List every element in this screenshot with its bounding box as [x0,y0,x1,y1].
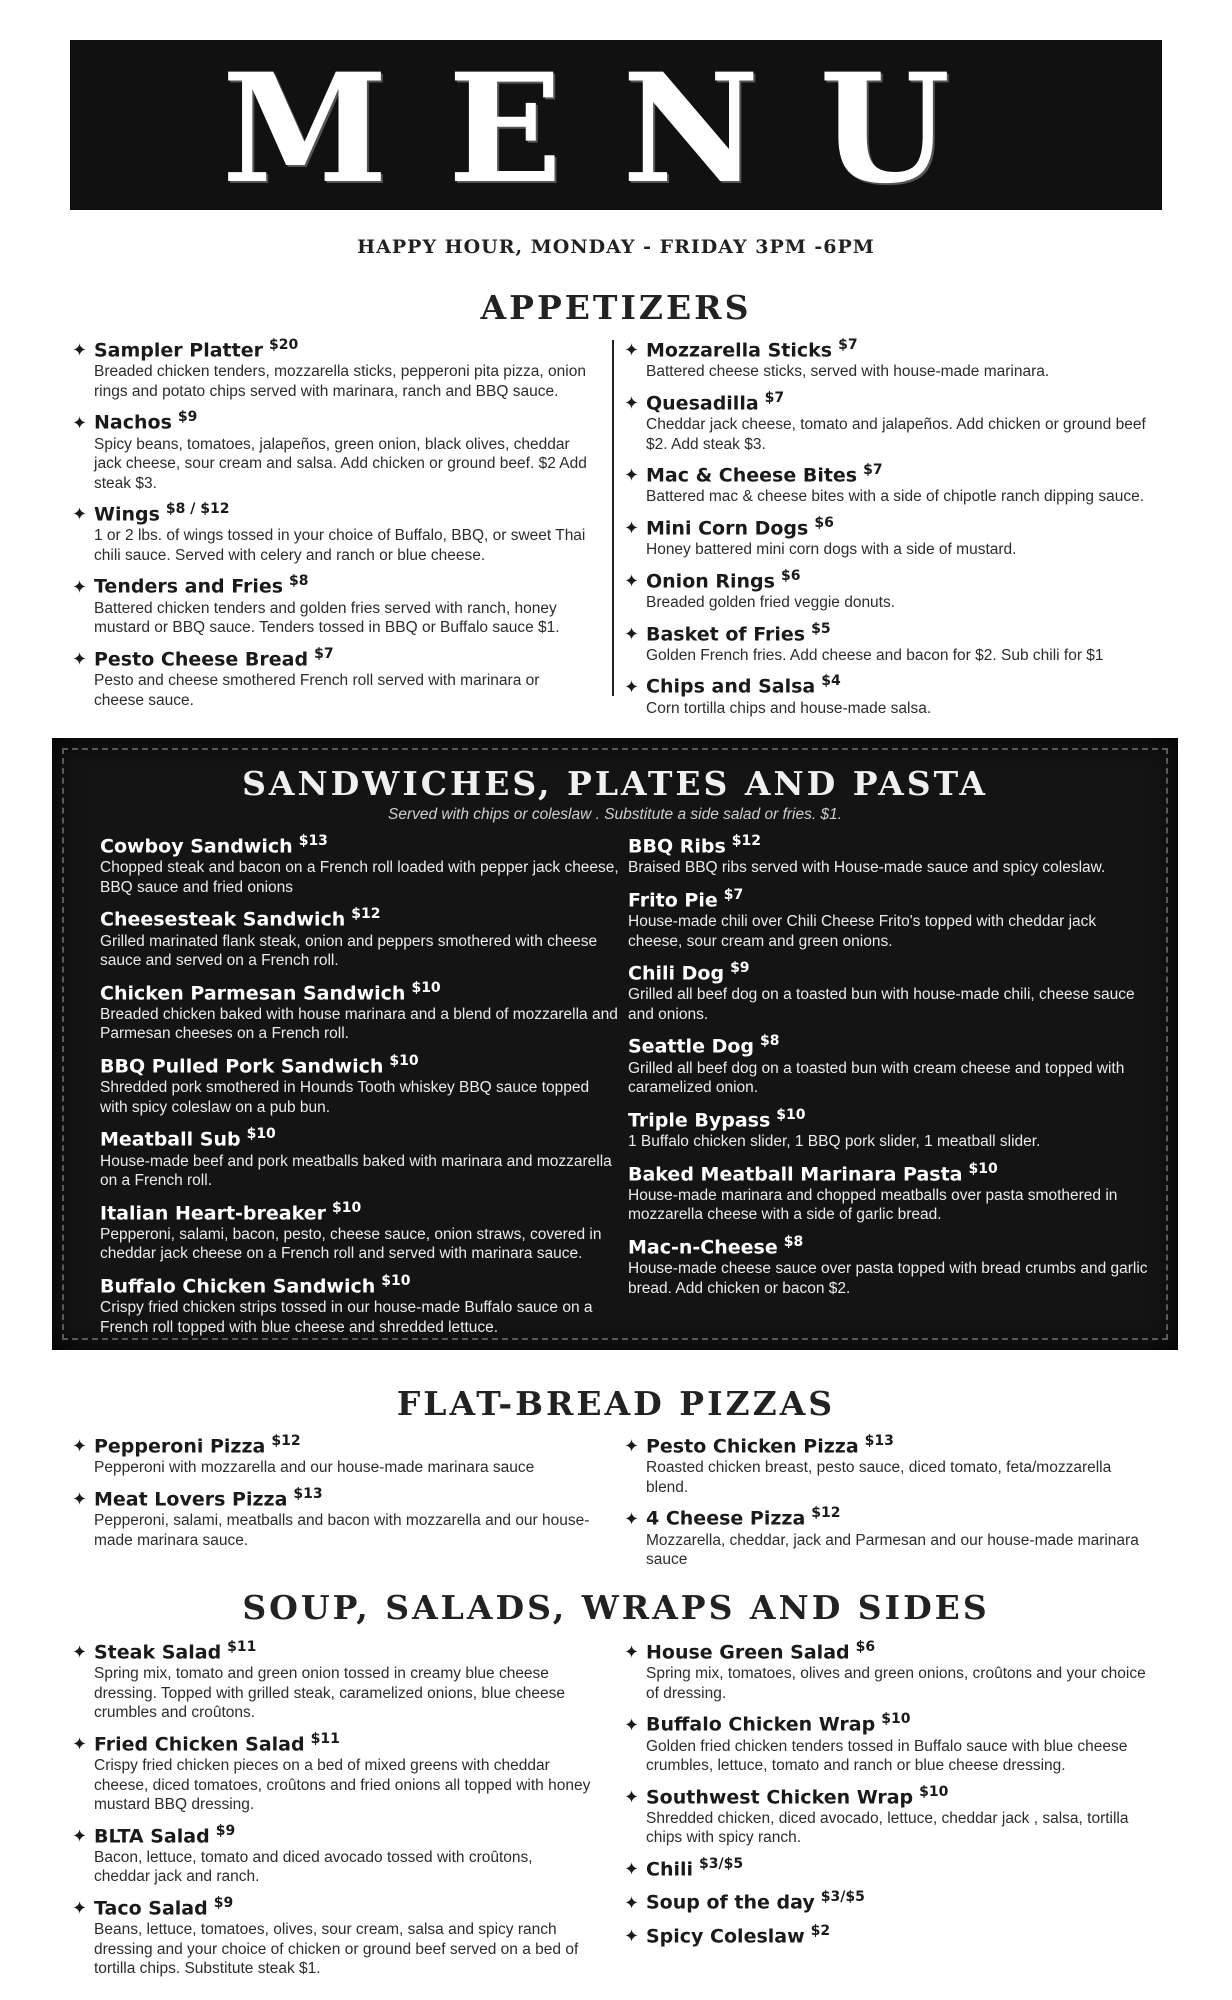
menu-item-header [72,406,592,434]
menu-item-name: Mini Corn Dogs [646,517,809,540]
menu-item-name: Basket of Fries [646,622,806,645]
menu-item-price: $10 [331,1199,362,1216]
menu-item [624,459,1154,507]
menu-item-header [624,1502,1154,1530]
menu-item-name: Triple Bypass [628,1109,771,1132]
menu-item-name: BBQ Ribs [628,835,726,858]
menu-item [624,1636,1154,1703]
menu-item [100,1270,620,1337]
menu-item [72,643,592,710]
menu-item [100,1197,620,1264]
menu-item-header [624,1920,1154,1948]
menu-item [628,830,1148,878]
star-bullet-icon: ✦ [72,1642,88,1664]
menu-item-price: $10 [968,1160,998,1177]
menu-item [624,1853,1154,1881]
menu-item [628,957,1148,1024]
menu-item-header [72,1430,592,1458]
menu-item-name: Buffalo Chicken Sandwich [100,1275,376,1298]
menu-item-name: Onion Rings [646,570,775,593]
menu-item-name: Nachos [94,411,172,434]
sandwiches-title: SANDWICHES, PLATES AND PASTA [242,764,988,803]
menu-item-header [624,1708,1154,1736]
menu-item-price: $8 [289,573,309,590]
menu-item-name: Quesadilla [646,392,759,415]
menu-item-header [628,1030,1148,1058]
appetizers-title: APPETIZERS [480,288,752,327]
menu-item-description: Mozzarella, cheddar, jack and Parmesan and our house-made marinara sauce [646,1531,1139,1569]
menu-item-name: Chili Dog [628,962,725,985]
menu-item-header [100,830,620,858]
menu-item-description: Battered mac & cheese bites with a side of chipotle ranch dipping sauce. [646,488,1145,506]
menu-item-price: $12 [811,1505,841,1522]
menu-item-price: $11 [310,1730,340,1747]
menu-item-name: Southwest Chicken Wrap [646,1785,914,1808]
menu-item-header [628,830,1148,858]
menu-item-price: $10 [411,979,441,996]
menu-title: MENU [221,41,1011,210]
menu-item [100,1123,620,1190]
star-bullet-icon: ✦ [624,1714,640,1736]
menu-item [72,1636,592,1723]
menu-item [624,1781,1154,1848]
menu-item-description: Shredded pork smothered in Hounds Tooth whiskey BBQ sauce topped with spicy coleslaw on a pub bun. [100,1079,590,1116]
appetizers-left-column [72,334,592,715]
menu-item [624,1920,1154,1948]
menu-item-description: Pepperoni, salami, bacon, pesto, cheese sauce, onion straws, covered in cheddar jack cheese on a French roll and served with marinara sauce. [100,1225,602,1263]
menu-item-header [628,957,1148,985]
menu-item-name: Chili [646,1858,694,1881]
menu-item-description: Breaded chicken baked with house marinara and a blend of mozzarella and Parmesan cheeses on a French roll. [100,1005,618,1043]
menu-item-description: Golden French fries. Add cheese and bacon for $2. Sub chili for $1 [646,646,1104,664]
menu-item-header [72,334,592,362]
star-bullet-icon: ✦ [624,340,640,362]
soups-left-column [72,1636,592,1984]
star-bullet-icon: ✦ [72,649,88,671]
menu-item-header [624,1781,1154,1809]
appetizers-divider [612,340,614,696]
menu-item-price: $3/$5 [820,1889,865,1906]
menu-item-name: Buffalo Chicken Wrap [646,1713,876,1736]
menu-item-price: $2 [810,1922,831,1939]
menu-item-price: $5 [811,620,831,637]
menu-item-header [100,1270,620,1298]
menu-item-description: Crispy fried chicken pieces on a bed of mixed greens with cheddar cheese, diced tomatoes, croûtons and fried onions all topped with honey mustard BBQ dressing. [94,1757,591,1814]
menu-item-description: Grilled all beef dog on a toasted bun with cream cheese and topped with caramelized onion. [628,1059,1125,1097]
menu-item-name: Seattle Dog [628,1035,754,1058]
menu-item-price: $12 [271,1433,301,1449]
menu-item-description: Pepperoni with mozzarella and our house-made marinara sauce [94,1459,535,1477]
menu-item-description: Corn tortilla chips and house-made salsa. [646,699,932,717]
menu-item-name: Pesto Cheese Bread [94,648,309,671]
star-bullet-icon: ✦ [72,1825,88,1847]
menu-item-name: Cowboy Sandwich [100,835,293,858]
star-bullet-icon: ✦ [624,465,640,487]
star-bullet-icon: ✦ [624,1892,640,1914]
pizzas-left-column [72,1430,592,1555]
menu-item-header [628,1104,1148,1132]
star-bullet-icon: ✦ [624,1508,640,1530]
menu-item-description: House-made beef and pork meatballs baked with marinara and mozzarella on a French roll. [100,1152,612,1190]
menu-item-header [624,618,1154,646]
menu-item-name: Steak Salad [94,1641,222,1664]
menu-item-header [72,1892,592,1920]
menu-item-price: $4 [821,673,841,690]
menu-item [100,903,620,970]
menu-item-description: Roasted chicken breast, pesto sauce, diced tomato, feta/mozzarella blend. [646,1459,1112,1496]
menu-item-price: $7 [863,462,883,479]
menu-item [100,977,620,1044]
star-bullet-icon: ✦ [624,1436,640,1458]
menu-item-price: $7 [838,337,858,353]
menu-item-description: Breaded golden fried veggie donuts. [646,594,896,612]
menu-item-name: Tenders and Fries [94,575,284,598]
menu-item-price: $10 [246,1126,276,1143]
menu-item-name: Frito Pie [628,889,718,912]
menu-item-description: Pesto and cheese smothered French roll served with marinara or cheese sauce. [94,672,540,709]
menu-item-description: Spicy beans, tomatoes, jalapeños, green onion, black olives, cheddar jack cheese, sour cream and salsa. Add chicken or ground beef. $2 Add steak $3. [94,435,587,492]
menu-item-header [624,565,1154,593]
star-bullet-icon: ✦ [72,412,88,434]
menu-item [624,334,1154,382]
menu-item-header [628,1158,1148,1186]
star-bullet-icon: ✦ [624,1859,640,1881]
menu-item [72,498,592,565]
menu-item-description: Grilled all beef dog on a toasted bun with house-made chili, cheese sauce and onions. [628,986,1135,1023]
menu-item-name: Meat Lovers Pizza [94,1488,288,1511]
star-bullet-icon: ✦ [72,1898,88,1920]
menu-item-description: Spring mix, tomatoes, olives and green onions, croûtons and your choice of dressing. [646,1665,1146,1702]
menu-item [72,1820,592,1887]
star-bullet-icon: ✦ [624,1642,640,1664]
menu-item [72,570,592,637]
menu-item [100,1050,620,1117]
menu-item [624,1502,1154,1569]
menu-item-header [100,1123,620,1151]
menu-item-header [624,1853,1154,1881]
star-bullet-icon: ✦ [624,571,640,593]
menu-item-name: Spicy Coleslaw [646,1924,805,1947]
menu-item-name: Chips and Salsa [646,675,816,698]
menu-item-name: Chicken Parmesan Sandwich [100,981,406,1004]
menu-item-header [72,498,592,526]
menu-item [72,334,592,401]
menu-item-description: Battered chicken tenders and golden fries served with ranch, honey mustard or BBQ sauce. Tenders tossed in BBQ or Buffalo sauce $1. [94,599,560,637]
menu-item-price: $9 [213,1894,234,1911]
menu-item [72,1483,592,1550]
menu-item [624,1886,1154,1914]
menu-item [624,618,1154,666]
menu-item-description: House-made chili over Chili Cheese Frito's topped with cheddar jack cheese, sour cream and green onions. [628,913,1097,950]
soups-right-column [624,1636,1154,1953]
menu-item-price: $7 [764,389,785,406]
menu-item-header [628,1231,1148,1259]
menu-item-description: Golden fried chicken tenders tossed in Buffalo sauce with blue cheese crumbles, lettuce, tomato and ranch or blue cheese dressing. [646,1737,1128,1775]
menu-item [628,1158,1148,1225]
star-bullet-icon: ✦ [72,1436,88,1458]
menu-item [624,670,1154,718]
menu-item-header [100,1050,620,1078]
menu-item-price: $8 / $12 [165,501,230,518]
menu-item-price: $6 [814,514,834,531]
menu-item-price: $13 [298,833,328,849]
menu-item-description: House-made cheese sauce over pasta topped with bread crumbs and garlic bread. Add chicken or bacon $2. [628,1260,1148,1297]
menu-item-header [624,387,1154,415]
menu-item [628,1231,1148,1298]
menu-item-name: Cheesesteak Sandwich [100,908,346,931]
menu-item-header [100,1197,620,1225]
star-bullet-icon: ✦ [72,1734,88,1756]
star-bullet-icon: ✦ [624,518,640,540]
star-bullet-icon: ✦ [72,1489,88,1511]
menu-item-price: $9 [215,1822,236,1839]
menu-item-description: Bacon, lettuce, tomato and diced avocado tossed with croûtons, cheddar jack and ranch. [94,1848,533,1886]
sandwiches-left-column [100,830,620,1343]
menu-item-header [624,334,1154,362]
menu-title-banner [70,40,1162,210]
star-bullet-icon: ✦ [72,576,88,598]
menu-item-header [100,977,620,1005]
menu-item-header [72,1820,592,1848]
star-bullet-icon: ✦ [624,623,640,645]
menu-item-price: $12 [351,906,381,923]
menu-item-name: Baked Meatball Marinara Pasta [628,1162,963,1185]
menu-item-header [624,512,1154,540]
star-bullet-icon: ✦ [72,340,88,362]
menu-item-name: Taco Salad [94,1897,208,1920]
menu-item-price: $11 [227,1639,257,1655]
menu-item-description: Spring mix, tomato and green onion tossed in creamy blue cheese dressing. Topped with grilled steak, caramelized onions, blue cheese crumbles and croûtons. [94,1665,566,1722]
menu-item [100,830,620,897]
menu-item-name: Pesto Chicken Pizza [646,1435,859,1458]
menu-item-header [72,570,592,598]
menu-item [624,1430,1154,1497]
star-bullet-icon: ✦ [624,393,640,415]
menu-item-price: $12 [731,833,762,849]
star-bullet-icon: ✦ [624,676,640,698]
menu-item-price: $8 [760,1033,780,1050]
menu-item-name: Mozzarella Sticks [646,339,833,362]
menu-item-header [72,1483,592,1511]
menu-item-name: Wings [94,503,160,526]
menu-item-description: Chopped steak and bacon on a French roll loaded with pepper jack cheese, BBQ sauce and fried onions [100,859,619,896]
menu-item-description: Crispy fried chicken strips tossed in our house-made Buffalo sauce on a French roll topped with blue cheese and shredded lettuce. [100,1299,593,1336]
menu-item-header [72,1728,592,1756]
menu-item [624,387,1154,454]
star-bullet-icon: ✦ [72,504,88,526]
menu-item-header [628,884,1148,912]
menu-item [72,406,592,493]
menu-item-description: Breaded chicken tenders, mozzarella sticks, pepperoni pita pizza, onion rings and potato chips served with marinara, ranch and BBQ sauce. [94,363,586,400]
menu-item-header [624,1886,1154,1914]
menu-item-price: $13 [293,1485,323,1502]
menu-item-price: $8 [783,1233,804,1250]
sandwiches-panel [52,738,1178,1350]
menu-item-price: $10 [389,1052,419,1069]
menu-item-description: Grilled marinated flank steak, onion and peppers smothered with cheese sauce and served on a French roll. [100,932,598,970]
menu-item-price: $9 [177,409,198,426]
menu-item-description: 1 or 2 lbs. of wings tossed in your choice of Buffalo, BBQ, or sweet Thai chili sauce. Served with celery and ranch or blue cheese. [94,527,586,564]
menu-item-name: BLTA Salad [94,1824,210,1847]
menu-item-price: $20 [268,337,299,353]
menu-item-name: 4 Cheese Pizza [646,1507,806,1530]
star-bullet-icon: ✦ [624,1925,640,1947]
menu-item-description: Braised BBQ ribs served with House-made sauce and spicy coleslaw. [628,859,1106,877]
menu-item-header [624,459,1154,487]
menu-item [72,1430,592,1478]
menu-item-header [624,1636,1154,1664]
menu-item-description: Beans, lettuce, tomatoes, olives, sour cream, salsa and spicy ranch dressing and your choice of chicken or ground beef served on a bed of tortilla chips. Substitute steak $1. [94,1921,579,1978]
menu-item [72,1728,592,1815]
menu-item-header [72,1636,592,1664]
menu-item-description: Cheddar jack cheese, tomato and jalapeños. Add chicken or ground beef $2. Add steak $3. [646,416,1146,453]
menu-item-name: Meatball Sub [100,1128,241,1151]
pizzas-title: FLAT-BREAD PIZZAS [396,1384,836,1423]
pizzas-right-column [624,1430,1154,1575]
menu-item-header [72,643,592,671]
menu-item-name: BBQ Pulled Pork Sandwich [100,1055,384,1078]
menu-item-price: $10 [881,1711,911,1728]
sandwiches-right-column [628,830,1148,1304]
menu-item-name: Sampler Platter [94,339,263,362]
menu-item-name: Italian Heart-breaker [100,1201,326,1224]
happy-hour-text: HAPPY HOUR, MONDAY - FRIDAY 3PM -6PM [357,236,875,258]
menu-item-price: $3/$5 [699,1855,744,1872]
menu-item-header [624,670,1154,698]
menu-item-header [100,903,620,931]
menu-item [624,1708,1154,1775]
menu-item [628,1030,1148,1097]
menu-item-description: Pepperoni, salami, meatballs and bacon with mozzarella and our house-made marinara sauce. [94,1512,590,1549]
menu-item-description: 1 Buffalo chicken slider, 1 BBQ pork slider, 1 meatball slider. [628,1133,1041,1151]
menu-item [624,565,1154,613]
sandwiches-subtitle: Served with chips or coleslaw . Substitute a side salad or fries. $1. [387,806,843,823]
menu-item-price: $10 [919,1783,949,1800]
menu-item-header [624,1430,1154,1458]
menu-item-price: $10 [381,1272,411,1289]
appetizers-right-column [624,334,1154,723]
menu-item-description: House-made marinara and chopped meatballs over pasta smothered in mozzarella cheese with a side of garlic bread. [628,1186,1118,1224]
menu-item-price: $9 [730,960,750,977]
menu-item-price: $10 [776,1106,806,1123]
menu-item-price: $13 [864,1433,894,1449]
menu-item-description: Battered cheese sticks, served with house-made marinara. [646,363,1050,381]
menu-item-price: $7 [723,886,744,903]
menu-item-description: Honey battered mini corn dogs with a side of mustard. [646,541,1017,559]
menu-item-name: Mac & Cheese Bites [646,464,858,487]
menu-item-price: $7 [314,645,334,662]
menu-item [624,512,1154,560]
menu-item-name: Mac-n-Cheese [628,1236,778,1259]
menu-item-name: Soup of the day [646,1891,815,1914]
menu-item-name: Pepperoni Pizza [94,1435,266,1458]
soups-title: SOUP, SALADS, WRAPS AND SIDES [242,1588,990,1627]
menu-item [628,1104,1148,1152]
menu-item-price: $6 [780,567,801,584]
menu-item-description: Shredded chicken, diced avocado, lettuce, cheddar jack , salsa, tortilla chips with spicy ranch. [646,1809,1129,1847]
menu-item-name: Fried Chicken Salad [94,1733,305,1756]
star-bullet-icon: ✦ [624,1786,640,1808]
menu-item-price: $6 [855,1639,876,1655]
menu-item [72,1892,592,1979]
menu-item-name: House Green Salad [646,1641,850,1664]
menu-item [628,884,1148,951]
